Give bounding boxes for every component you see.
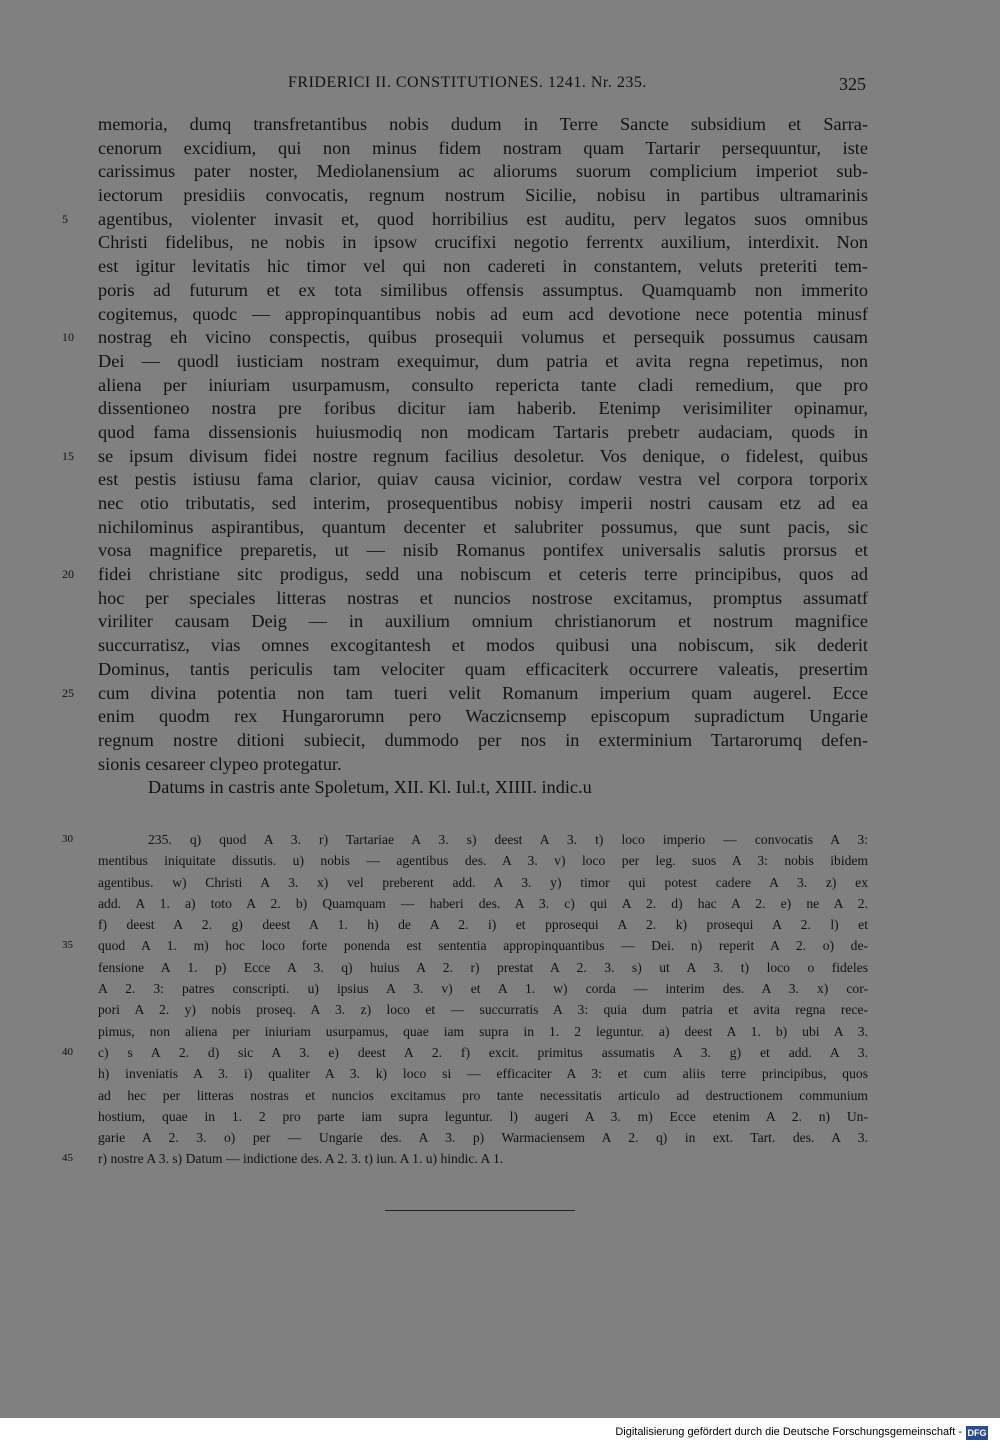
line-text: nostrag eh vicino conspectis, quibus prosequii volumus et persequik possumus causam xyxy=(98,327,868,348)
page-header xyxy=(0,74,1000,98)
line-text: nichilominus aspirantibus, quantum decenter et salubriter possumus, que sunt pacis, sic xyxy=(98,516,868,537)
line-text: est igitur levitatis hic timor vel qui non cadereti in constantem, veluts preteriti tem- xyxy=(98,256,868,277)
line-number: 15 xyxy=(62,448,74,463)
text-line xyxy=(98,539,868,563)
line-text: vosa magnifice preparetis, ut — nisib Romanus pontifex universalis salutis prorsus et xyxy=(98,540,868,561)
line-text: memoria, dumq transfretantibus nobis dudum in Terre Sancte subsidium et Sarra- xyxy=(98,114,868,134)
text-line xyxy=(98,468,868,492)
text-line xyxy=(98,350,868,374)
note-line xyxy=(98,850,868,871)
line-text: nec otio tributatis, sed interim, prosequentibus nobisy imperii nostri causam etz ad ea xyxy=(98,493,868,513)
line-text: agentibus, violenter invasit et, quod horribilius est auditu, perv legatos suos omnibus xyxy=(98,208,868,229)
note-line xyxy=(62,1042,868,1063)
line-number: 45 xyxy=(62,1152,73,1165)
footnote-divider xyxy=(385,1210,575,1211)
text-line xyxy=(98,421,868,445)
text-line xyxy=(98,634,868,658)
note-line xyxy=(98,914,868,935)
text-line xyxy=(98,231,868,255)
note-line xyxy=(98,872,868,893)
line-text: est pestis istiusu fama clarior, quiav causa vicinior, cordaw vestra vel corpora torporix xyxy=(98,469,868,490)
footer-bar xyxy=(0,1418,1000,1446)
text-line xyxy=(98,729,868,753)
note-line xyxy=(62,1148,868,1169)
line-text: se ipsum divisum fidei nostre regnum facilius desoletur. Vos denique, o fidelest, quibus xyxy=(98,445,868,466)
note-line xyxy=(98,1085,868,1106)
line-number: 10 xyxy=(62,330,74,345)
line-text: viriliter causam Deig — in auxilium omnium christianorum et nostrum magnifice xyxy=(98,611,868,632)
note-text: pimus, non aliena per iniuriam usurpamus, quae iam supra in 1. 2 leguntur. a) deest A 1. b) ubi A 3. xyxy=(98,1023,868,1039)
line-text: regnum nostre ditioni subiecit, dummodo per nos in exterminium Tartarorumq defen- xyxy=(98,729,868,750)
text-line xyxy=(98,753,868,777)
line-text: fidei christiane sitc prodigus, sedd una nobiscum et ceteris terre principibus, quos ad xyxy=(98,564,868,585)
funding-credit: Digitalisierung gefördert durch die Deutsche Forschungsgemeinschaft - xyxy=(615,1426,962,1438)
text-line xyxy=(62,682,868,706)
note-text: hostium, quae in 1. 2 pro parte iam supra leguntur. l) augeri A 3. m) Ecce etenim A 2. n) Un- xyxy=(98,1108,868,1124)
text-line xyxy=(98,776,868,800)
line-number: 35 xyxy=(62,939,73,952)
note-text: ad hec per litteras nostras et nuncios excitamus pro tante necessitatis articulo ad destructionem communium xyxy=(98,1087,868,1103)
text-line xyxy=(98,184,868,208)
line-number: 40 xyxy=(62,1045,73,1058)
running-title: FRIDERICI II. CONSTITUTIONES. 1241. Nr. 235. xyxy=(288,74,647,91)
line-text: enim quodm rex Hungarorumn pero Waczicnsemp episcopum supradictum Ungarie xyxy=(98,706,868,727)
line-text: sionis cesareer clypeo protegatur. xyxy=(98,753,342,774)
note-line xyxy=(98,1127,868,1148)
note-line xyxy=(62,829,868,850)
text-line xyxy=(98,492,868,516)
note-line xyxy=(62,935,868,956)
line-text: Dominus, tantis periculis tam velociter quam efficaciterk occurrere valeatis, presertim xyxy=(98,658,868,679)
text-line xyxy=(98,705,868,729)
line-text: quod fama dissensionis huiusmodiq non modicam Tartaris prebetr audaciam, quods in xyxy=(98,421,868,442)
note-text: mentibus iniquitate dissutis. u) nobis — agentibus des. A 3. v) loco per leg. suos A 3: nobis ibidem xyxy=(98,853,868,869)
note-text: c) s A 2. d) sic A 3. e) deest A 2. f) excit. primitus assumatis A 3. g) et add. A 3. xyxy=(98,1044,868,1060)
line-text: poris ad futurum et ex tota similibus offensis assumptus. Quamquamb non immerito xyxy=(98,279,868,300)
note-text: quod A 1. m) hoc loco forte ponenda est sententia appropinquantibus — Dei. n) reperit A 2. o) de- xyxy=(98,938,868,954)
line-text: Dei — quodl iusticiam nostram exequimur, dum patria et avita regna repetimus, non xyxy=(98,350,868,371)
text-line xyxy=(98,303,868,327)
line-number: 30 xyxy=(62,833,73,845)
line-number: 20 xyxy=(62,567,74,582)
line-text: iectorum presidiis convocatis, regnum nostrum Sicilie, nobisu in partibus ultramarinis xyxy=(98,185,868,206)
note-text: pori A 2. y) nobis proseq. A 3. z) loco et — succurratis A 3: quia dum patria et avita regna rece- xyxy=(98,1002,868,1018)
text-line xyxy=(98,610,868,634)
line-text: Datums in castris ante Spoletum, XII. Kl. Iul.t, XIIII. indic.u xyxy=(148,777,592,798)
text-line xyxy=(98,113,868,137)
note-text: 235. q) quod A 3. r) Tartariae A 3. s) deest A 3. t) loco imperio — convocatis A 3: xyxy=(148,832,868,847)
critical-apparatus xyxy=(62,829,868,1170)
note-line xyxy=(98,1063,868,1084)
note-line xyxy=(98,978,868,999)
text-line xyxy=(62,563,868,587)
note-line xyxy=(98,957,868,978)
text-line xyxy=(98,658,868,682)
note-line xyxy=(98,1106,868,1127)
line-text: carissimus pater noster, Mediolanensium ac aliorums suorum complicium imperiot sub- xyxy=(98,161,868,182)
text-line xyxy=(62,326,868,350)
note-text: add. A 1. a) toto A 2. b) Quamquam — haberi des. A 3. c) qui A 2. d) hac A 2. e) ne A 2. xyxy=(98,895,868,911)
text-line xyxy=(98,397,868,421)
note-line xyxy=(98,893,868,914)
text-line xyxy=(98,137,868,161)
line-text: succurratisz, vias omnes excogitantesh et modos quibusi una nobiscum, sik dederit xyxy=(98,635,868,656)
line-text: Christi fidelibus, ne nobis in ipsow crucifixi negotio ferrentx auxilium, interdixit. Non xyxy=(98,232,868,253)
line-number: 25 xyxy=(62,685,74,700)
line-text: cum divina potentia non tam tueri velit Romanum imperium quam augerel. Ecce xyxy=(98,682,868,703)
note-line xyxy=(98,999,868,1020)
dfg-logo: DFG xyxy=(967,1428,987,1438)
text-line xyxy=(62,445,868,469)
line-text: hoc per speciales litteras nostras et nuncios nostrose excitamus, promptus assumatf xyxy=(98,587,868,608)
note-line xyxy=(98,1021,868,1042)
note-text: f) deest A 2. g) deest A 1. h) de A 2. i) et pprosequi A 2. k) prosequi A 2. l) et xyxy=(98,917,868,933)
note-text: h) inveniatis A 3. i) qualiter A 3. k) loco si — efficaciter A 3: et cum aliis terre principibus, quos xyxy=(98,1066,868,1082)
line-number: 5 xyxy=(62,211,68,226)
page-number: 325 xyxy=(839,74,866,94)
text-line xyxy=(62,208,868,232)
line-text: aliena per iniuriam usurpamusm, consulto repericta tante cladi remedium, que pro xyxy=(98,374,868,395)
note-text: r) nostre A 3. s) Datum — indictione des. A 2. 3. t) iun. A 1. u) hindic. A 1. xyxy=(98,1151,504,1167)
text-line xyxy=(98,587,868,611)
note-text: A 2. 3: patres conscripti. u) ipsius A 3. v) et A 1. w) corda — interim des. A 3. x) cor- xyxy=(98,981,868,997)
text-line xyxy=(98,279,868,303)
line-text: cenorum excidium, qui non minus fidem nostram quam Tartarir persequuntur, iste xyxy=(98,137,868,158)
text-line xyxy=(98,374,868,398)
text-line xyxy=(98,255,868,279)
line-text: dissentioneo nostra pre foribus dicitur iam haberib. Etenimp verisimiliter opinamur, xyxy=(98,398,868,419)
main-text xyxy=(62,113,868,800)
line-text: cogitemus, quodc — appropinquantibus nobis ad eum acd devotione nece potentia minusf xyxy=(98,303,868,324)
text-line xyxy=(98,516,868,540)
note-text: agentibus. w) Christi A 3. x) vel preberent add. A 3. y) timor qui potest cadere A 3. z) ex xyxy=(98,874,868,890)
note-text: fensione A 1. p) Ecce A 3. q) huius A 2. r) prestat A 2. 3. s) ut A 3. t) loco o fideles xyxy=(98,959,868,975)
text-line xyxy=(98,160,868,184)
note-text: garie A 2. 3. o) per — Ungarie des. A 3. p) Warmaciensem A 2. q) in ext. Tart. des. A 3. xyxy=(98,1130,868,1146)
